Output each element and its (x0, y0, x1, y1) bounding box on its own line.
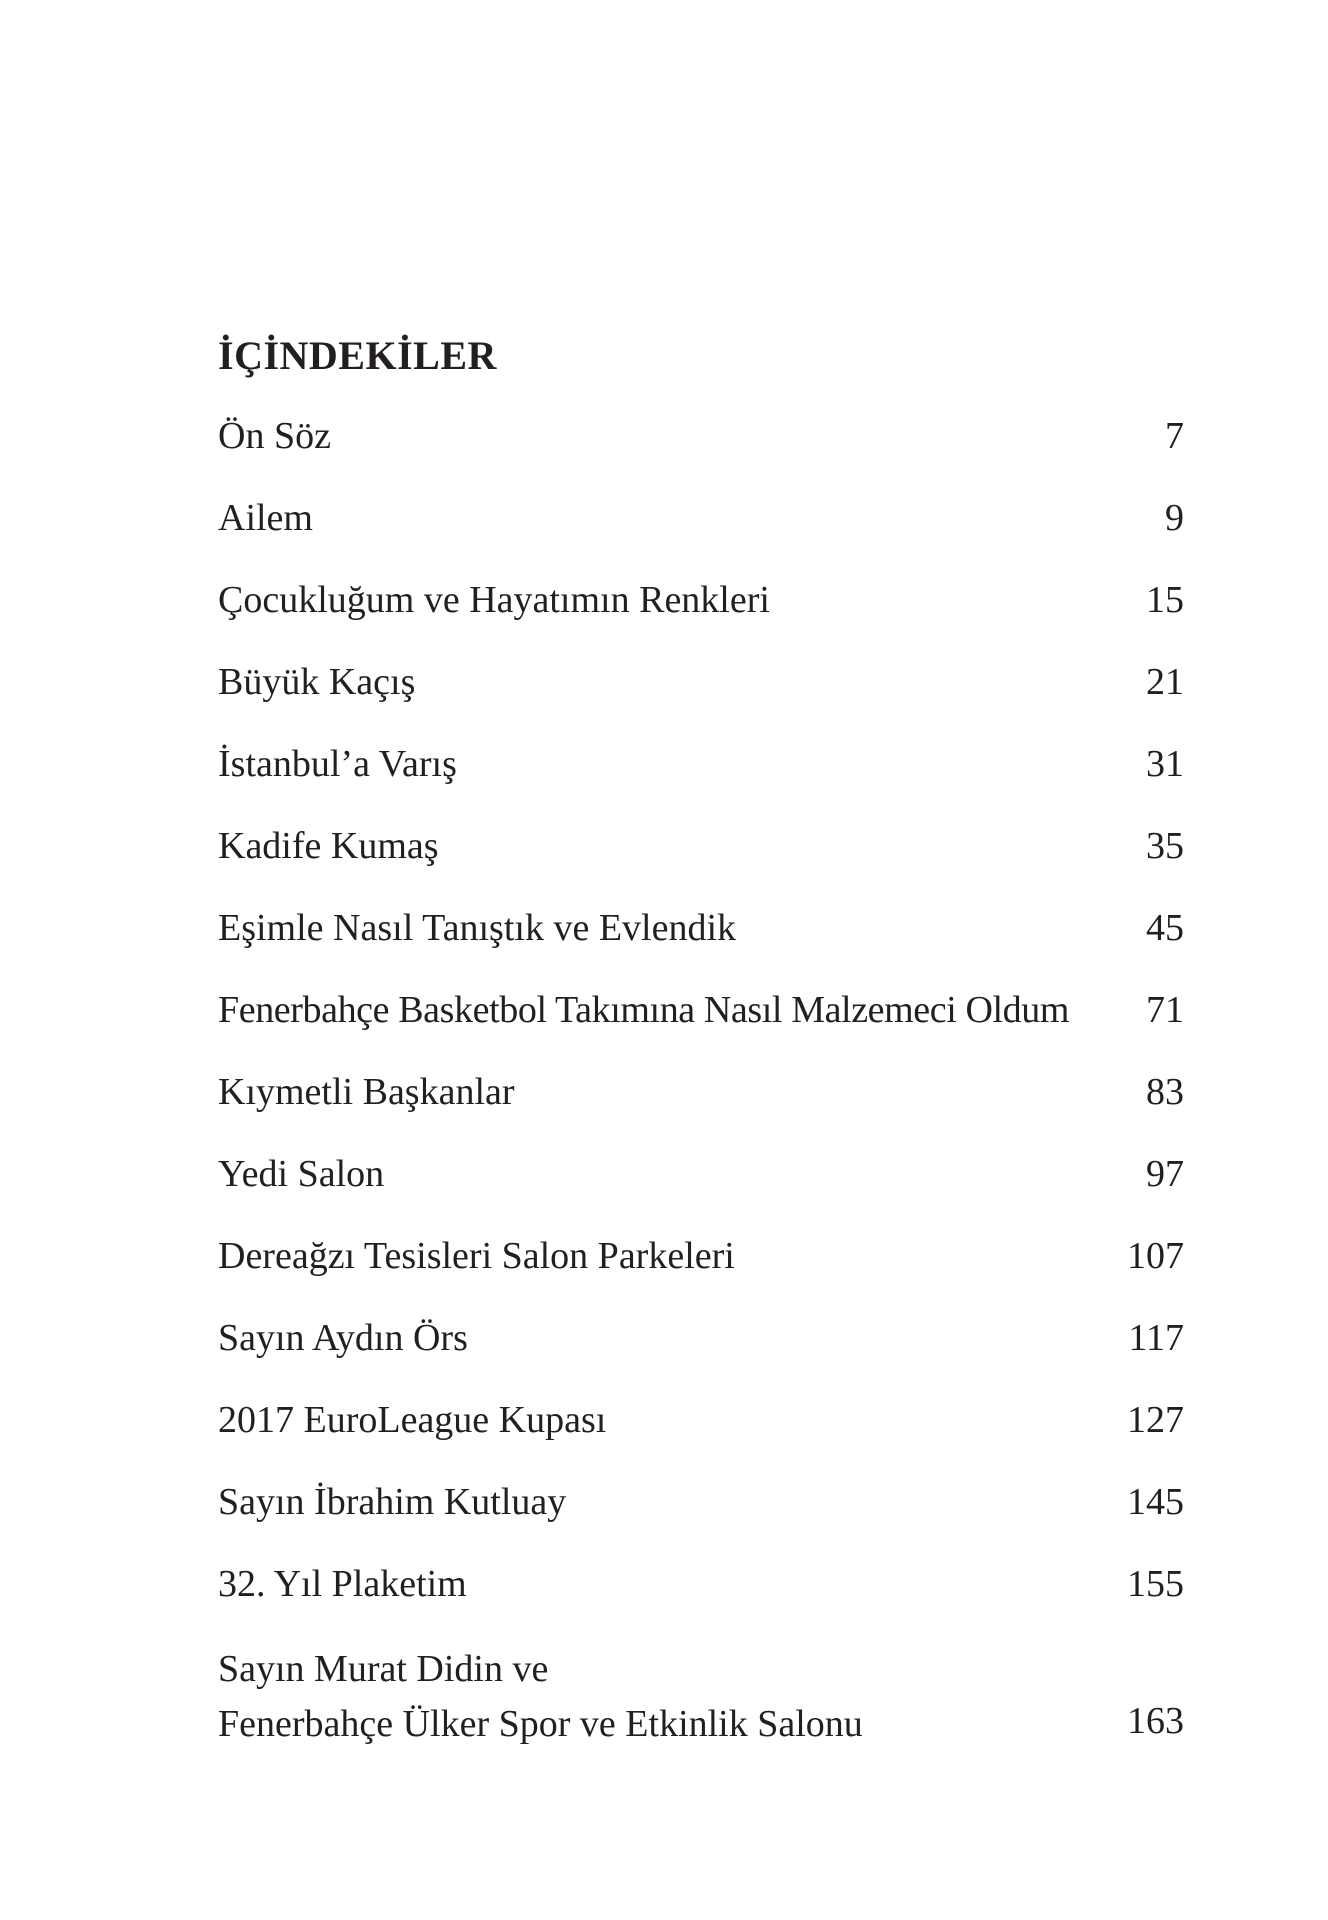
toc-entry (218, 1068, 1184, 1150)
toc-entry-page-number: 45 (1146, 907, 1184, 949)
toc-entry-title: Fenerbahçe Basketbol Takımına Nasıl Malzemeci Oldum (218, 989, 1070, 1031)
toc-entry-title: Kıymetli Başkanlar (218, 1071, 515, 1113)
toc-entry-page-number: 7 (1165, 415, 1184, 457)
table-of-contents-heading: İÇİNDEKİLER (218, 333, 497, 378)
toc-entry (218, 1560, 1184, 1642)
toc-entry-page-number: 15 (1146, 579, 1184, 621)
toc-entry-title: Ön Söz (218, 415, 331, 457)
toc-entry-title: Dereağzı Tesisleri Salon Parkeleri (218, 1235, 735, 1277)
toc-entry-title: 2017 EuroLeague Kupası (218, 1399, 607, 1441)
toc-entry (218, 658, 1184, 740)
toc-entry (218, 1642, 1184, 1752)
toc-entry-page-number: 155 (1127, 1563, 1184, 1605)
toc-entry-page-number: 145 (1127, 1481, 1184, 1523)
table-of-contents-list (218, 412, 1184, 1752)
toc-entry-page-number: 97 (1146, 1153, 1184, 1195)
toc-entry-title: Eşimle Nasıl Tanıştık ve Evlendik (218, 907, 737, 949)
toc-entry-title: Sayın Murat Didin ve Fenerbahçe Ülker Spor ve Etkinlik Salonu (218, 1648, 863, 1745)
toc-entry (218, 986, 1184, 1068)
toc-entry-title: Büyük Kaçış (218, 661, 416, 703)
toc-entry (218, 576, 1184, 658)
toc-entry (218, 1396, 1184, 1478)
toc-entry-page-number: 21 (1146, 661, 1184, 703)
toc-entry (218, 740, 1184, 822)
toc-entry-page-number: 35 (1146, 825, 1184, 867)
toc-entry (218, 1232, 1184, 1314)
toc-entry (218, 1478, 1184, 1560)
toc-entry-title: 32. Yıl Plaketim (218, 1563, 467, 1605)
toc-entry-title: Ailem (218, 497, 313, 539)
toc-entry (218, 412, 1184, 494)
toc-entry-page-number: 117 (1128, 1317, 1184, 1359)
toc-entry-page-number: 127 (1127, 1399, 1184, 1441)
toc-entry-title: Yedi Salon (218, 1153, 385, 1195)
toc-entry-page-number: 9 (1165, 497, 1184, 539)
toc-entry-page-number: 31 (1146, 743, 1184, 785)
toc-entry-page-number: 71 (1146, 989, 1184, 1031)
toc-entry-title: Sayın İbrahim Kutluay (218, 1481, 567, 1523)
toc-entry-page-number: 83 (1146, 1071, 1184, 1113)
toc-entry-page-number: 163 (1127, 1700, 1184, 1742)
toc-entry-title: Çocukluğum ve Hayatımın Renkleri (218, 579, 770, 621)
toc-entry (218, 494, 1184, 576)
toc-entry (218, 1314, 1184, 1396)
toc-entry (218, 904, 1184, 986)
toc-entry (218, 1150, 1184, 1232)
toc-entry-title: Sayın Aydın Örs (218, 1317, 468, 1359)
toc-entry-title: Kadife Kumaş (218, 825, 439, 867)
toc-entry-page-number: 107 (1127, 1235, 1184, 1277)
toc-entry (218, 822, 1184, 904)
toc-entry-title: İstanbul’a Varış (218, 743, 457, 785)
